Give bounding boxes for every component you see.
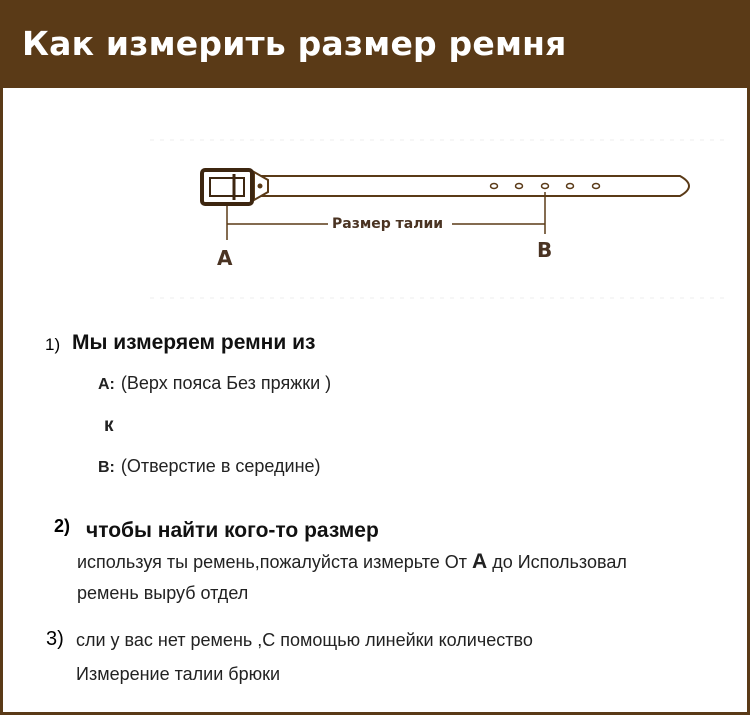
step-2-title: чтобы найти кого-то размер	[86, 519, 379, 542]
waist-size-label: Размер талии	[332, 216, 444, 232]
step-3-line-2: Измерение талии брюки	[76, 664, 281, 684]
point-a-description: (Верх пояса Без пряжки )	[120, 373, 332, 393]
step-1-point-b	[98, 456, 321, 477]
point-b-prefix: B:	[98, 459, 115, 476]
buckle-rivet	[258, 184, 263, 189]
step-1-to: к	[104, 415, 114, 436]
step-2-line-1	[77, 550, 627, 574]
step-3-line-1: сли у вас нет ремень ,С помощью линейки количество	[76, 630, 533, 650]
step-3-number: 3)	[46, 628, 64, 650]
step-1-point-a	[98, 373, 331, 394]
point-a-label: A	[217, 246, 233, 270]
belt-strap	[262, 176, 689, 196]
point-a-prefix: A:	[98, 376, 115, 393]
step-2-line-2: ремень выруб отдел	[77, 583, 249, 603]
step-1-number: 1)	[45, 335, 61, 354]
step-2-line-1-before: используя ты ремень,пожалуйста измерьте От	[77, 552, 467, 572]
point-b-description: (Отверстие в середине)	[120, 456, 321, 476]
buckle-inner	[210, 178, 244, 196]
header-bar	[0, 0, 750, 88]
step-2-line-1-after: до Использовал	[492, 552, 627, 572]
step-2-line-1-mark: А	[472, 550, 488, 573]
step-1-title: Мы измеряем ремни из	[72, 331, 316, 354]
point-b-label: B	[537, 238, 553, 262]
step-2-number: 2)	[54, 516, 71, 536]
page-title: Как измерить размер ремня	[22, 24, 567, 63]
